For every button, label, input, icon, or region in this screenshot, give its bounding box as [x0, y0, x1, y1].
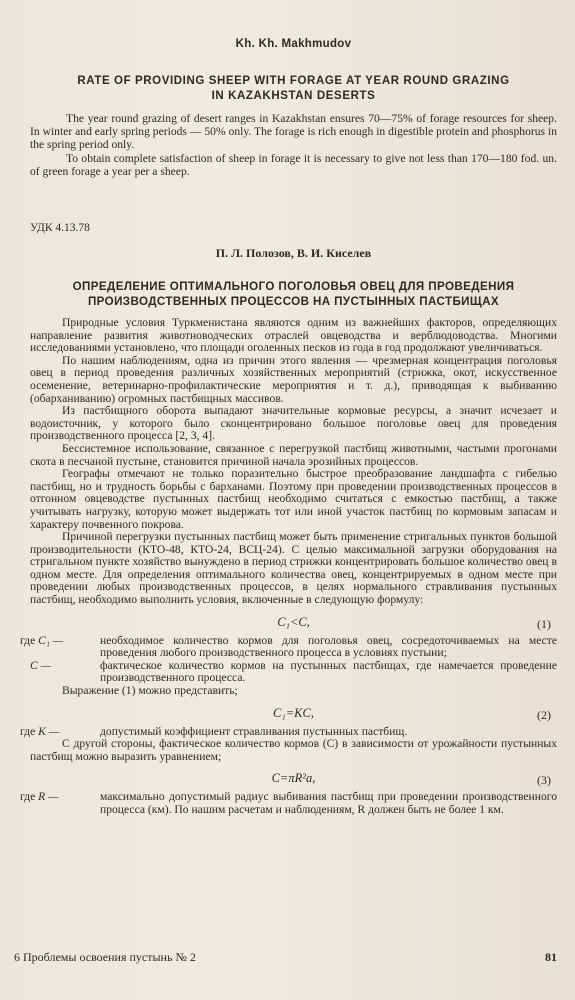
formula-3 [30, 763, 557, 791]
body-paragraph-5: Географы отмечают не только поразительно быстрое преобразование ландшафта с гибелью пастбищ, но и трудность борьбы с барханами. Поэтому при проведении производственных процессов в отгонном овцеводстве пустынных пастбищ необходимо считаться с емкостью пастбищ, а также учитывать нагрузку, которую может выдержать тот или иной участок пастбищ по кормовым запасам и характеру почвенного покрова. [30, 467, 557, 531]
abstract-paragraph-2: To obtain complete satisfaction of sheep in forage it is necessary to give not less than 170—180 fod. un. of green forage a year per a sheep. [30, 151, 557, 178]
udk-code: УДК 4.13.78 [30, 222, 90, 235]
definition-r-symbol-text: R — [38, 790, 59, 804]
body-paragraph-6: Причиной перегрузки пустынных пастбищ может быть применение стригальных пунктов большой производительности (КТО-48, КТО-24, ВСЦ-24). С целью максимальной загрузки оборудования на стригальном пункте хозяйство вынуждено в период стрижки концентрировать большое количество овец в одном месте. Для определения оптимального количества овец, концентрируемых в одном месте при проведении любых производственных процессов, в целях нормального стравливания пустынных пастбищ, необходимо выполнить условия, включенные в следующую формулу: [30, 530, 557, 607]
page-footer [14, 950, 557, 965]
abstract-paragraph-1: The year round grazing of desert ranges in Kazakhstan ensures 70—75% of forage resources for sheep. In winter and early spring periods — 50% only. The forage is rich enough in digestible protein and phosphorus in the spring period only. [30, 112, 557, 152]
definition-r-symbol [20, 791, 100, 816]
formula-1-expression: C₁<C, [277, 614, 310, 629]
formula-2 [30, 698, 557, 726]
definition-r-text: максимально допустимый радиус выбивания пастбищ при проведении производственного процесса (км). По нашим расчетам и наблюдениям, R должен быть не более 1 км. [100, 790, 557, 817]
english-author: Kh. Kh. Makhmudov [235, 38, 352, 50]
definition-c1 [20, 633, 557, 660]
russian-authors: П. Л. Полозов, В. И. Киселев [215, 246, 372, 261]
definition-r [20, 790, 557, 817]
definition-k-text: допустимый коэффициент стравливания пустынных пастбищ. [100, 724, 408, 738]
definition-c1-prefix: где [20, 633, 36, 647]
formula-2-number: (2) [537, 707, 551, 722]
definition-c1-symbol-text: C₁ — [38, 633, 64, 647]
russian-title-line1: ОПРЕДЕЛЕНИЕ ОПТИМАЛЬНОГО ПОГОЛОВЬЯ ОВЕЦ ДЛЯ ПРОВЕДЕНИЯ [72, 280, 515, 294]
english-title-line1: RATE OF PROVIDING SHEEP WITH FORAGE AT YEAR ROUND GRAZING [77, 75, 510, 87]
formula-3-expression: C=πR²a, [271, 771, 316, 786]
definition-c-symbol-text: C — [30, 658, 51, 672]
body-paragraph-7: Выражение (1) можно представить; [62, 684, 238, 698]
footer-journal-name: 6 Проблемы освоения пустынь № 2 [14, 950, 196, 964]
body-paragraph-2: По нашим наблюдениям, одна из причин этого явления — чрезмерная концентрация поголовья овец в период проведения различных хозяйственных мероприятий (стрижка, окот, искусственное осеменение, ветеринарно-профилактические мероприятия и т. д.), приводящая к выбиванию (обарханиванию) огромных пастбищных массивов. [30, 353, 557, 405]
definition-k-symbol-text: K — [38, 724, 60, 738]
body-paragraph-3: Из пастбищного оборота выпадают значительные кормовые ресурсы, а значит исчезает и водоисточник, у которого было сконцентрировано большое поголовье овец для проведения производственного процесса [2, 3, 4]. [30, 404, 557, 443]
formula-3-number: (3) [537, 773, 551, 788]
definition-c1-symbol [20, 635, 100, 660]
english-abstract [30, 112, 557, 178]
formula-1-number: (1) [537, 616, 551, 631]
formula-1 [30, 607, 557, 635]
article-body [20, 316, 557, 817]
russian-title-line2: ПРОИЗВОДСТВЕННЫХ ПРОЦЕССОВ НА ПУСТЫННЫХ ПАСТБИЩАХ [87, 295, 500, 309]
english-title [30, 74, 557, 104]
definition-r-prefix: где [20, 790, 36, 804]
definition-c [30, 660, 557, 685]
body-paragraph-8: С другой стороны, фактическое количество кормов (C) в зависимости от урожайности пустынных пастбищ можно выразить уравнением; [30, 737, 557, 763]
definition-c1-text: необходимое количество кормов для поголовья овец, сосредоточиваемых на месте проведения любого производственного процесса в условиях пустыни; [100, 633, 557, 660]
body-paragraph-1: Природные условия Туркменистана являются одним из важнейших факторов, определяющих направление развития животноводческих отраслей овцеводства и верблюдоводства. Многими исследованиями установлено, что площади оголенных песков из года в год продолжают увеличиваться. [30, 316, 557, 355]
definition-c-symbol [30, 660, 100, 685]
definition-c-text: фактическое количество кормов на пустынных пастбищах, где намечается проведение производственного процесса. [100, 658, 557, 685]
page-number: 81 [545, 950, 557, 964]
definition-k-prefix: где [20, 724, 36, 738]
body-paragraph-4: Бессистемное использование, связанное с перегрузкой пастбищ животными, частыми прогонами скота в песчаной пустыне, становится причиной начала эрозийных процессов. [30, 441, 557, 468]
english-title-line2: IN KAZAKHSTAN DESERTS [211, 90, 376, 102]
russian-title [30, 279, 557, 309]
formula-2-expression: C₁=KC, [273, 705, 314, 720]
